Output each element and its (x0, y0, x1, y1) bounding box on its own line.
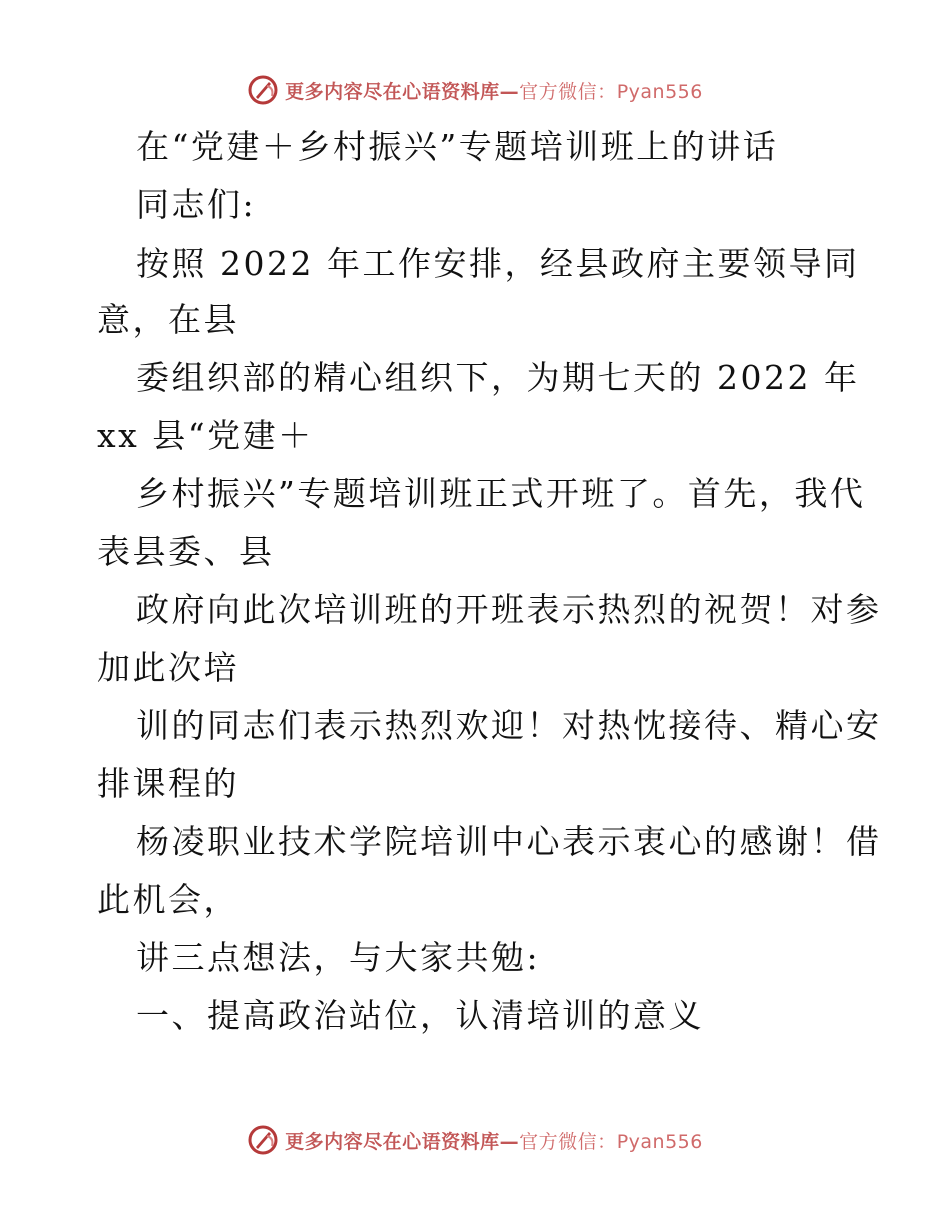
watermark-banner-bottom (0, 1120, 950, 1160)
paragraph-line: xx 县“党建＋ (97, 416, 314, 455)
paragraph-line: 表县委、县 (97, 532, 275, 571)
paragraph-line: 政府向此次培训班的开班表示热烈的祝贺！对参 (136, 590, 882, 629)
paragraph-line: 杨凌职业技术学院培训中心表示衷心的感谢！借 (136, 822, 882, 861)
paragraph-line: 训的同志们表示热烈欢迎！对热忱接待、精心安 (136, 706, 882, 745)
paragraph-line: 按照 2022 年工作安排，经县政府主要领导同 (136, 244, 860, 283)
watermark-text: 更多内容尽在心语资料库—官方微信：Pyan556 (285, 80, 703, 103)
paragraph-line: 意，在县 (97, 300, 239, 339)
quill-logo-icon (247, 1124, 279, 1156)
paragraph-line: 此机会， (97, 880, 239, 919)
section-heading: 一、提高政治站位，认清培训的意义 (136, 996, 704, 1035)
paragraph-line: 乡村振兴”专题培训班正式开班了。首先，我代 (136, 474, 866, 513)
watermark-text: 更多内容尽在心语资料库—官方微信：Pyan556 (285, 1130, 703, 1153)
document-title: 在“党建＋乡村振兴”专题培训班上的讲话 (136, 127, 779, 166)
paragraph-line: 讲三点想法，与大家共勉: (136, 938, 541, 977)
paragraph-line: 排课程的 (97, 764, 239, 803)
paragraph-line: 委组织部的精心组织下，为期七天的 2022 年 (136, 358, 860, 397)
paragraph-line: 加此次培 (97, 648, 239, 687)
paragraph-line: 同志们: (136, 185, 257, 224)
